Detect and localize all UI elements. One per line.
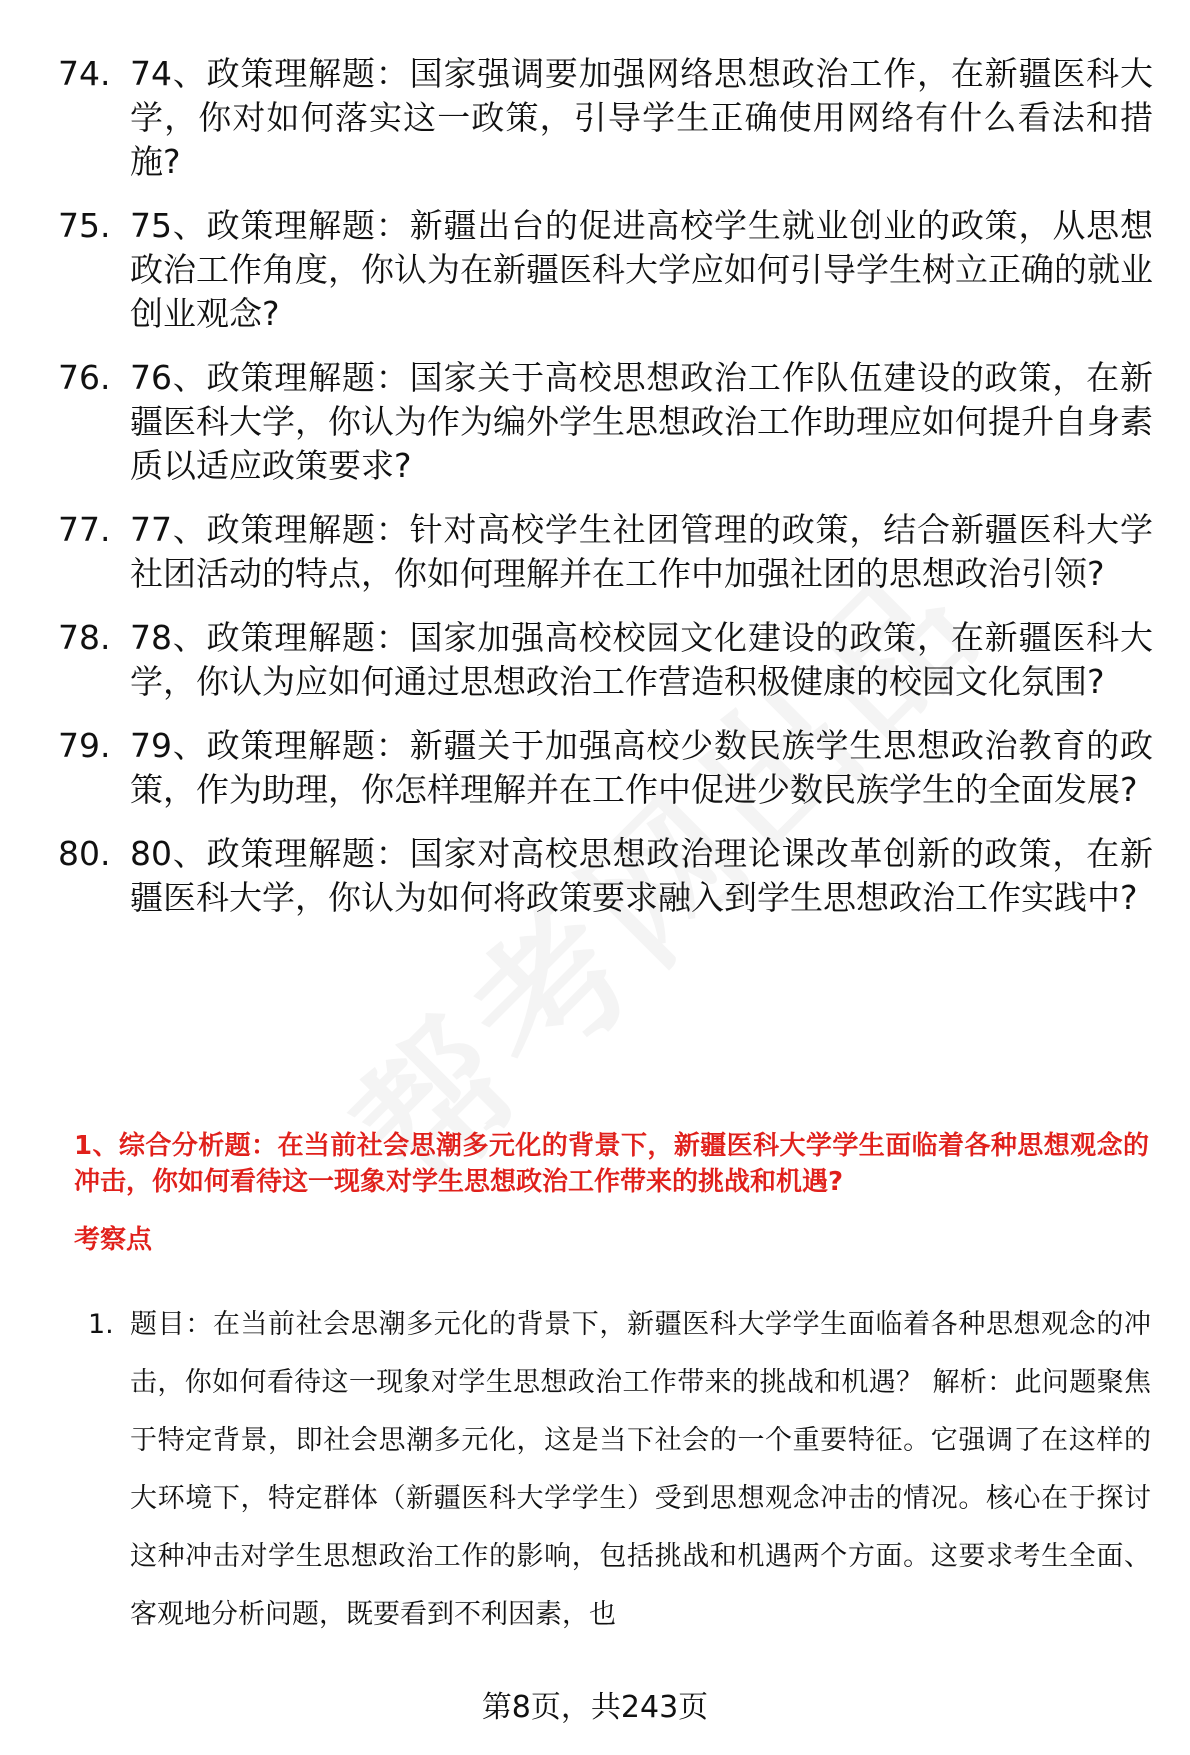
question-item: [58, 204, 1153, 336]
question-item: [58, 616, 1153, 704]
question-number: 74.: [58, 54, 111, 93]
question-item: [58, 724, 1153, 812]
question-text: 80、政策理解题：国家对高校思想政治理论课改革创新的政策，在新疆医科大学，你认为如何将政策要求融入到学生思想政治工作实践中?: [130, 834, 1153, 917]
question-number: 79.: [58, 726, 111, 765]
question-item: [58, 52, 1153, 184]
question-number: 76.: [58, 358, 111, 397]
question-item: [58, 356, 1153, 488]
section-heading: 1、综合分析题：在当前社会思潮多元化的背景下，新疆医科大学学生面临着各种思想观念的冲击，你如何看待这一现象对学生思想政治工作带来的挑战和机遇?: [74, 1131, 1149, 1197]
answer-item: [88, 1296, 1151, 1644]
question-text: 76、政策理解题：国家关于高校思想政治工作队伍建设的政策，在新疆医科大学，你认为作为编外学生思想政治工作助理应如何提升自身素质以适应政策要求?: [130, 358, 1153, 485]
question-text: 75、政策理解题：新疆出台的促进高校学生就业创业的政策，从思想政治工作角度，你认为在新疆医科大学应如何引导学生树立正确的就业创业观念?: [130, 206, 1153, 333]
question-number: 80.: [58, 834, 111, 873]
question-text: 77、政策理解题：针对高校学生社团管理的政策，结合新疆医科大学社团活动的特点，你如何理解并在工作中加强社团的思想政治引领?: [130, 510, 1153, 593]
question-text: 79、政策理解题：新疆关于加强高校少数民族学生思想政治教育的政策，作为助理，你怎样理解并在工作中促进少数民族学生的全面发展?: [130, 726, 1153, 809]
question-number: 75.: [58, 206, 111, 245]
answer-number: 1.: [88, 1309, 114, 1340]
answer-text: 题目：在当前社会思潮多元化的背景下，新疆医科大学学生面临着各种思想观念的冲击，你如何看待这一现象对学生思想政治工作带来的挑战和机遇？ 解析：此问题聚焦于特定背景，即社会思潮多元化，这是当下社会的一个重要特征。它强调了在这样的大环境下，特定群体（新疆医科大学学生）受到思想观念冲击的情况。核心在于探讨这种冲击对学生思想政治工作的影响，包括挑战和机遇两个方面。这要求考生全面、客观地分析问题，既要看到不利因素，也: [130, 1309, 1151, 1630]
question-text: 78、政策理解题：国家加强高校校园文化建设的政策，在新疆医科大学，你认为应如何通过思想政治工作营造积极健康的校园文化氛围?: [130, 618, 1153, 701]
page-footer: 第8页，共243页: [481, 1690, 709, 1725]
question-list: [58, 52, 1153, 940]
question-item: [58, 832, 1153, 920]
question-number: 78.: [58, 618, 111, 657]
kaocha-label: 考察点: [74, 1225, 153, 1255]
question-text: 74、政策理解题：国家强调要加强网络思想政治工作，在新疆医科大学，你对如何落实这一政策，引导学生正确使用网络有什么看法和措施?: [130, 54, 1153, 181]
question-number: 77.: [58, 510, 111, 549]
question-item: [58, 508, 1153, 596]
